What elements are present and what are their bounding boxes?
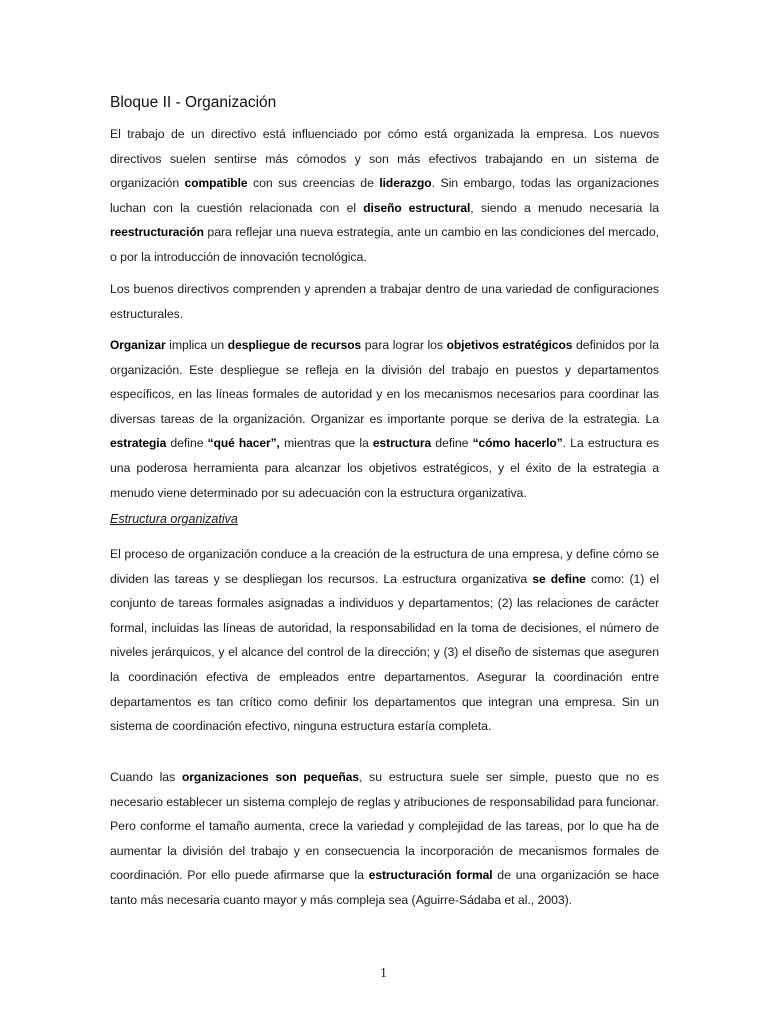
- highlight-term: reestructuración: [110, 225, 204, 240]
- paragraph-4: [110, 542, 659, 739]
- highlight-term: estructura: [372, 436, 432, 451]
- highlight-term: estructuración formal: [368, 868, 493, 883]
- section-title: Estructura organizativa: [110, 512, 238, 526]
- paragraph-2: Los buenos directivos comprenden y aprenden a trabajar dentro de una variedad de configuraciones estructurales.: [110, 282, 659, 321]
- text-run: define: [166, 436, 208, 451]
- text-run: de una organización se hace tanto más necesaria cuanto mayor y más compleja sea (Aguirre-Sádaba et al., 2003).: [110, 868, 659, 907]
- text-run: como: (1) el conjunto de tareas formales asignadas a individuos y departamentos; (2) las relaciones de carácter formal, incluidas las líneas de autoridad, la responsabilidad en la toma de decisiones, el número de niveles jerárquicos, y el alcance del control de la dirección; y (3) el diseño de sistemas que aseguren la coordinación efectiva de empleados entre departamentos. Asegurar la coordinación entre departamentos es tan crítico como definir los departamentos que integran una empresa. Sin un sistema de coordinación efectivo, ninguna estructura estaría completa.: [110, 571, 660, 734]
- highlight-term: Organizar: [110, 338, 166, 352]
- text-run: con sus creencias de: [247, 176, 380, 191]
- text-run: implica un: [165, 338, 228, 352]
- text-run: . La estructura es una poderosa herramienta para alcanzar los objetivos estratégicos, y el éxito de la estrategia a menudo viene determinado por su adecuación con la estructura organizativa.: [110, 436, 660, 500]
- highlight-term: organizaciones son pequeñas: [182, 770, 359, 784]
- text-run: para lograr los: [361, 338, 447, 352]
- text-run: El proceso de organización conduce a la creación de la estructura de una empresa, y define cómo se dividen las tareas y se despliegan los recursos. La estructura organizativa: [110, 547, 659, 586]
- highlight-term: diseño estructural: [363, 200, 471, 215]
- text-run: Cuando las: [110, 770, 183, 784]
- text-run: , su estructura suele ser simple, puesto que no es necesario establecer un sistema complejo de reglas y atribuciones de responsabilidad para funcionar. Pero conforme el tamaño aumenta, crece la variedad y complejidad de las tareas, por lo que ha de aumentar la división del trabajo y en consecuencia la incorporación de mecanismos formales de coordinación. Por ello puede afirmarse que la: [110, 770, 659, 883]
- text-run: definidos por la organización. Este despliegue se refleja en la división del trabajo en puestos y departamentos específicos, en las líneas formales de autoridad y en los mecanismos necesarios para coordinar las diversas tareas de la organización. Organizar es importante porque se deriva de la estrategia. La: [110, 338, 660, 426]
- highlight-term: liderazgo: [379, 176, 432, 191]
- highlight-term: compatible: [184, 176, 248, 191]
- text-run: El trabajo de un directivo está influenciado por cómo está organizada la empresa. Los nuevos directivos suelen sentirse más cómodos y son más efectivos trabajando en un sistema de organización: [110, 127, 659, 191]
- highlight-term: “cómo hacerlo”: [472, 436, 563, 451]
- highlight-term: despliegue de recursos: [227, 338, 362, 352]
- text-run: define: [431, 436, 473, 451]
- highlight-term: estrategia: [110, 436, 167, 451]
- paragraph-3: [110, 333, 659, 505]
- paragraph-1: [110, 122, 659, 270]
- document-title: Bloque II - Organización: [110, 94, 277, 111]
- page-number: 1: [380, 966, 387, 981]
- document-page: [110, 0, 659, 1024]
- text-run: para reflejar una nueva estrategia, ante un cambio en las condiciones del mercado, o por la introducción de innovación tecnológica.: [110, 225, 659, 264]
- text-run: , siendo a menudo necesaria la: [470, 200, 659, 215]
- highlight-term: objetivos estratégicos: [446, 338, 573, 352]
- paragraph-5: [110, 765, 659, 913]
- text-run: . Sin embargo, todas las organizaciones luchan con la cuestión relacionada con el: [110, 176, 659, 215]
- highlight-term: se define: [532, 571, 586, 586]
- text-run: mientras que la: [279, 436, 373, 451]
- highlight-term: “qué hacer”,: [207, 436, 280, 451]
